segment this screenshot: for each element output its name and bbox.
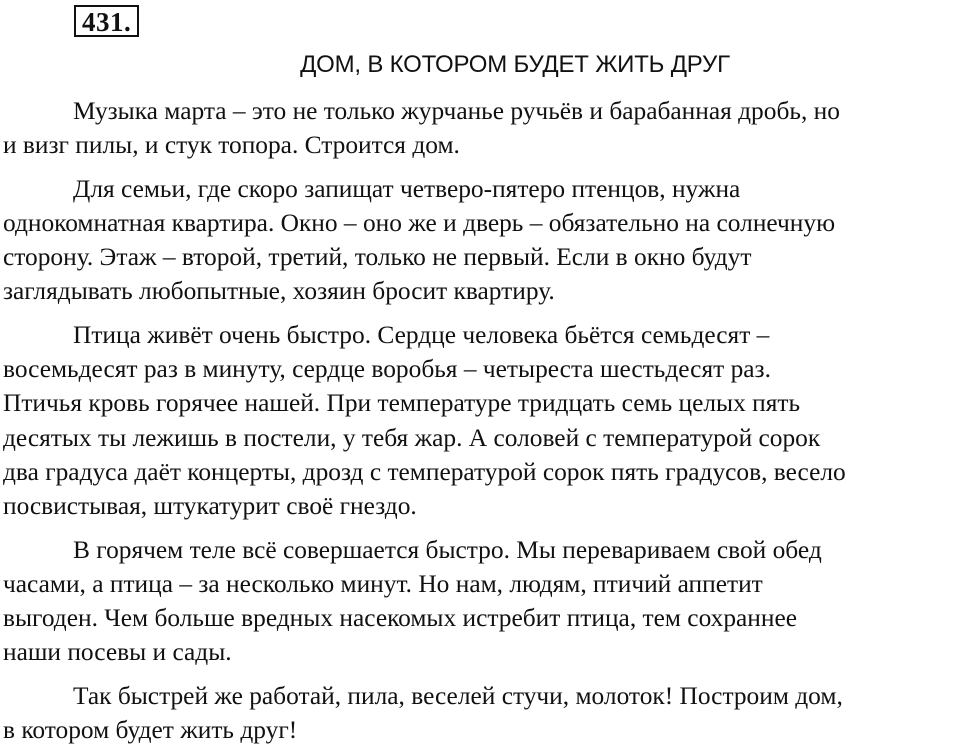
text-line: в котором будет жить друг! — [3, 716, 298, 745]
paragraph — [3, 94, 953, 163]
paragraph — [3, 318, 953, 524]
text-line: заглядывать любопытные, хозяин бросит квартиру. — [3, 277, 555, 306]
paragraph — [3, 679, 953, 748]
text-line: Для семьи, где скоро запищат четверо-пятеро птенцов, нужна — [73, 174, 741, 203]
body-text — [3, 94, 953, 756]
text-line: посвистывая, штукатурит своё гнездо. — [3, 492, 417, 521]
text-line: Птица живёт очень быстро. Сердце человека бьётся семьдесят – — [73, 320, 770, 349]
text-line: В горячем теле всё совершается быстро. Мы перевариваем свой обед — [73, 535, 822, 564]
text-line: Музыка марта – это не только журчанье ручьёв и барабанная дробь, но — [73, 97, 840, 125]
text-line: десятых ты лежишь в постели, у тебя жар. А соловей с температурой сорок — [3, 423, 821, 452]
paragraph — [3, 172, 953, 309]
text-line: однокомнатная квартира. Окно – оно же и дверь – обязательно на солнечную — [3, 208, 836, 237]
text-line: Так быстрей же работай, пила, веселей стучи, молоток! Построим дом, — [73, 681, 843, 710]
text-line: восемьдесят раз в минуту, сердце воробья – четыреста шестьдесят раз. — [3, 355, 771, 384]
paragraph — [3, 533, 953, 670]
text-line: Птичья кровь горячее нашей. При температуре тридцать семь целых пять — [3, 389, 801, 418]
text-line: два градуса даёт концерты, дрозд с температурой сорок пять градусов, весело — [3, 457, 846, 486]
text-line: и визг пилы, и стук топора. Строится дом. — [3, 131, 460, 160]
text-line: сторону. Этаж – второй, третий, только не первый. Если в окно будут — [3, 243, 752, 272]
text-line: выгоден. Чем больше вредных насекомых истребит птица, тем сохраннее — [3, 604, 798, 633]
exercise-number-box: 431. — [74, 5, 139, 37]
text-line: наши посевы и сады. — [3, 638, 232, 667]
text-title: ДОМ, В КОТОРОМ БУДЕТ ЖИТЬ ДРУГ — [300, 51, 730, 78]
text-line: часами, а птица – за несколько минут. Но нам, людям, птичий аппетит — [3, 569, 763, 598]
